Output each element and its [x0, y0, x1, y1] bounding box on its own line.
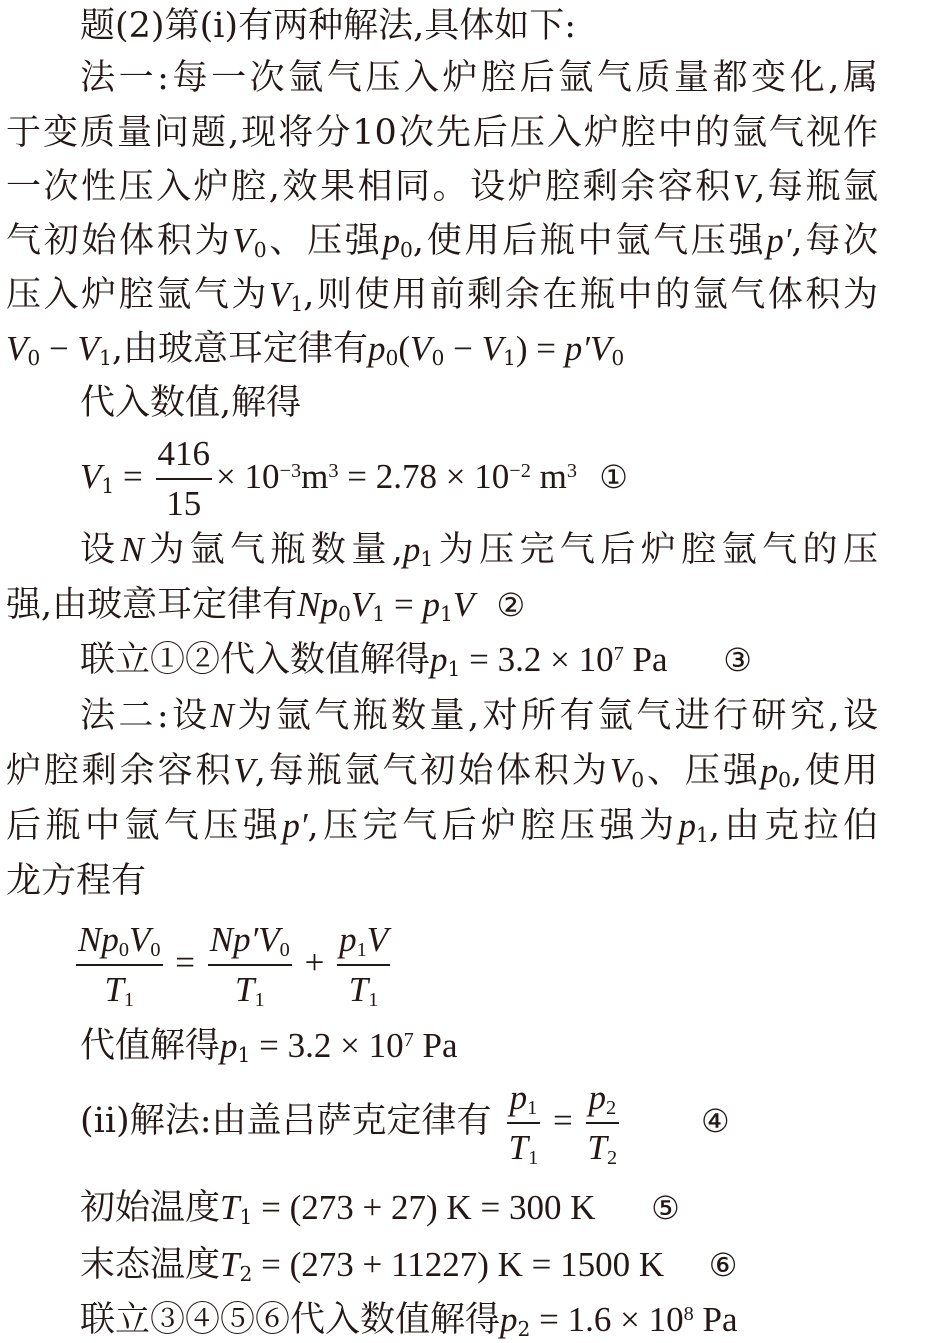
circled-number-4: ④	[701, 1102, 730, 1140]
circled-number-2: ②	[496, 586, 526, 624]
line-4: 一次性压入炉腔,效果相同。设炉腔剩余容积V,每瓶氩	[6, 167, 878, 207]
line-19-gay-lussac: (ⅱ)解法:由盖吕萨克定律有 $\frac{p_1}{T_1}$ = $\frac{p_2}{T_2}$ ④	[80, 1071, 878, 1171]
line-8: 代入数值,解得	[80, 383, 302, 423]
line-15: 后瓶中氩气压强p′,压完气后炉腔压强为$p_1$,由克拉伯	[6, 806, 878, 848]
circled-number-3: ③	[723, 641, 752, 679]
line-3: 于变质量问题,现将分10次先后压入炉腔中的氩气视作	[6, 113, 878, 153]
line-16: 龙方程有	[6, 861, 147, 901]
circled-number-5: ⑤	[651, 1189, 680, 1227]
fraction-416-15: $\frac{416}{15}$	[156, 430, 213, 528]
equation-1: $V_1$ = $\frac{416}{15}$ × $10^{-3}m^3 = 2.78 \times 10^{-2}$ $m^3$ ①	[80, 427, 878, 527]
line-5: 气初始体积为$V_0$、压强$p_0$,使用后瓶中氩气压强p′,每次	[6, 221, 878, 263]
line-7-boyle-equation: $V_0 - V_1$,由玻意耳定律有$p_0(V_0 - V_1) = p'V_0$	[6, 329, 625, 371]
line-11-equation-2: 强,由玻意耳定律有$Np_0V_1 = p_1V$ ②	[6, 585, 526, 627]
fraction-p2-T2: $\frac{p_2}{T_2}$	[586, 1074, 620, 1172]
line-22-final: 联立③④⑤⑥代入数值解得$p_2 = 1.6 \times 10^8$ Pa	[80, 1300, 738, 1342]
fraction-middle: $\frac{Np'V_0}{T_1}$	[208, 916, 292, 1014]
line-14: 炉腔剩余容积V,每瓶氩气初始体积为$V_0$、压强$p_0$,使用	[6, 751, 878, 793]
line-12-result: 联立①②代入数值解得$p_1 = 3.2 \times 10^7$ Pa ③	[80, 640, 752, 682]
line-6: 压入炉腔氩气为$V_1$,则使用前剩余在瓶中的氩气体积为	[6, 275, 878, 317]
line-21: 末态温度$T_2 = (273 + 11227) K = 1500$ K ⑥	[80, 1245, 738, 1287]
fraction-p1-T1: $\frac{p_1}{T_1}$	[507, 1074, 541, 1172]
fraction-left: $\frac{Np_0V_0}{T_1}$	[76, 916, 163, 1014]
equation-clapeyron: $\frac{Np_0V_0}{T_1}$ = $\frac{Np'V_0}{T_1}$ + $\frac{p_1V}{T_1}$	[80, 913, 878, 1013]
circled-number-1: ①	[599, 458, 628, 496]
line-20: 初始温度$T_1 = (273 + 27) K = 300$ K ⑤	[80, 1188, 680, 1230]
line-method2-start: 法二:设N为氩气瓶数量,对所有氩气进行研究,设	[80, 696, 878, 736]
line-18: 代值解得$p_1 = 3.2 \times 10^7$ Pa	[80, 1026, 458, 1068]
line-method1-start: 法一:每一次氩气压入炉腔后氩气质量都变化,属	[80, 58, 878, 98]
line-intro: 题(2)第(ⅰ)有两种解法,具体如下:	[80, 6, 576, 46]
circled-number-6: ⑥	[708, 1246, 738, 1284]
fraction-right: $\frac{p_1V}{T_1}$	[337, 916, 390, 1014]
line-10: 设N为氩气瓶数量$,p_1$为压完气后炉腔氩气的压	[80, 530, 878, 572]
